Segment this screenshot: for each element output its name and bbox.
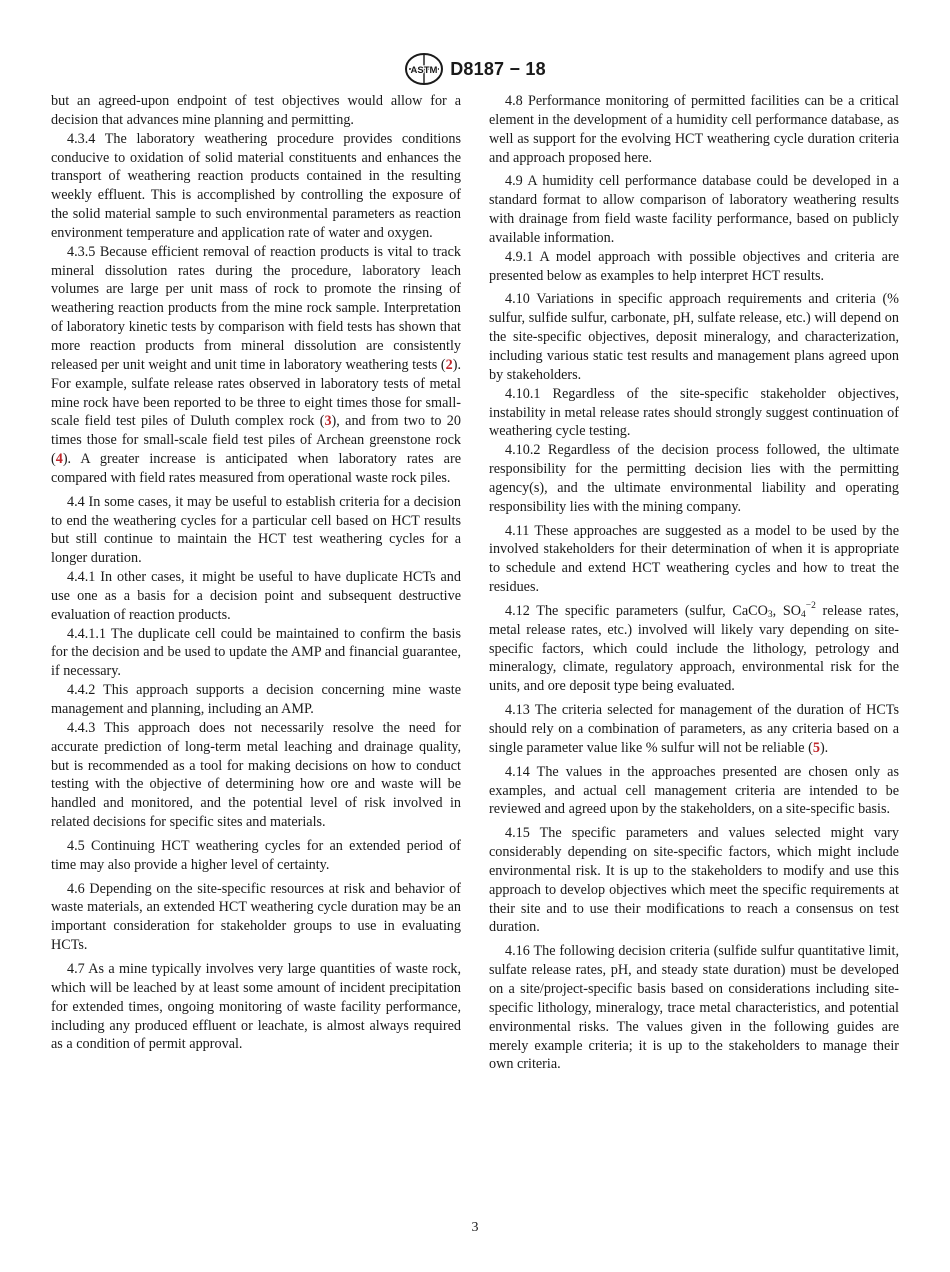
paragraph-4-9: 4.9 A humidity cell performance database could be developed in a standard format to allow comparison of laboratory weathering results with drainage from field waste facility performance, based on publicly available information. — [489, 173, 899, 246]
subscript: 4 — [800, 609, 806, 620]
text-segment: release rates, metal release rates, etc.) involved will likely vary depending on site-specific factors, which could include the lithology, petrology and mineralogy, climate, regulatory approach, environmental risk for the units, and ore deposit type being evaluated. — [489, 602, 899, 695]
paragraph-4-10-2: 4.10.2 Regardless of the decision process followed, the ultimate responsibility for the permitting decision lies with the permitting agency(s), and the ultimate environmental liability and operating responsibility lies with the mining company. — [489, 442, 899, 515]
text-segment: 4.3.5 Because efficient removal of reaction products is vital to track mineral dissolution rates during the procedure, laboratory leach volumes are large per unit mass of rock to promote the rinsing of weathering reaction products from the mine rock sample. Interpretation of laboratory kinetic tests by comparison with field tests has shown that more reaction products from mineral dissolution are consistently released per unit weight and unit time in laboratory weathering tests ( — [51, 243, 461, 373]
paragraph-4-4-1: 4.4.1 In other cases, it might be useful to have duplicate HCTs and use one as a basis for a decision point and subsequent destructive evaluation of reaction products. — [51, 569, 461, 623]
paragraph-4-3-5 — [51, 243, 461, 488]
superscript: −2 — [805, 600, 816, 611]
paragraph-4-14: 4.14 The values in the approaches presented are chosen only as examples, and actual cell management criteria are intended to be reviewed and agreed upon by the stakeholders, on a site-specific basis. — [489, 763, 899, 818]
paragraph-4-16: 4.16 The following decision criteria (sulfide sulfur quantitative limit, sulfate release rates, pH, and steady state duration) must be developed on a site/project-specific basis based on considerations including site-specific lithology, mineralogy, trace metal characteristics, and potential environmental risks. The values given in the following guides are merely example criteria; it is up to the stakeholders to manage their own criteria. — [489, 943, 899, 1073]
left-column — [51, 92, 461, 1054]
paragraph-4-11: 4.11 These approaches are suggested as a model to be used by the involved stakeholders for their determination of when it is appropriate to schedule and extend HCT weathering cycles and how to treat the residues. — [489, 522, 899, 596]
reference-link-4[interactable]: 4 — [55, 451, 63, 468]
reference-link-3[interactable]: 3 — [324, 413, 332, 430]
paragraph-4-9-1: 4.9.1 A model approach with possible objectives and criteria are presented below as examples to help interpret HCT results. — [489, 248, 899, 284]
paragraph-4-4-3: 4.4.3 This approach does not necessarily resolve the need for accurate prediction of long-term metal leaching and drainage quality, but is recommended as a tool for making decisions on how to conduct testing with the objective of determining how ore and waste will be handled and monitored, and the potential level of risk involved in related decisions for specific sites and materials. — [51, 719, 461, 831]
logo-text: ASTM — [410, 65, 438, 76]
text-segment: 4.13 The criteria selected for management of the duration of HCTs should rely on a combination of parameters, as any criteria based on a single parameter value like % sulfur will not be reliable ( — [489, 702, 899, 756]
paragraph-4-13 — [489, 701, 899, 758]
paragraph-4-4-1-1: 4.4.1.1 The duplicate cell could be maintained to confirm the basis for the decision and be used to update the AMP and financial guarantee, if necessary. — [51, 625, 461, 680]
paragraph-4-4: 4.4 In some cases, it may be useful to establish criteria for a decision to end the weathering cycles for a particular cell based on HCT results but still continue to maintain the HCT test weathering cycles for a longer duration. — [51, 493, 461, 567]
paragraph-4-15: 4.15 The specific parameters and values selected might vary considerably depending on site-specific factors, which might include environmental risk. It is up to the stakeholders to modify and use this approach to develop objectives which meet the specific requirements at their site and to use their modifications to reach a consensus on test duration. — [489, 825, 899, 936]
text-segment: 4.12 The specific parameters (sulfur, CaCO — [505, 602, 768, 619]
paragraph-4-12 — [489, 602, 899, 696]
reference-link-2[interactable]: 2 — [445, 356, 453, 373]
astm-logo — [404, 52, 444, 86]
paragraph-4-6: 4.6 Depending on the site-specific resources at risk and behavior of waste materials, an extended HCT weathering cycle duration may be an important consideration for stakeholder groups to use in evaluating HCTs. — [51, 880, 461, 954]
page-number: 3 — [471, 1220, 479, 1235]
paragraph-4-7: 4.7 As a mine typically involves very large quantities of waste rock, which will be leached by at least some amount of incident precipitation for extended times, ongoing monitoring of waste facility performance, including any produced effluent or leachate, is almost always required as a condition of permit approval. — [51, 960, 461, 1053]
text-segment: ), and from two to 20 times those for small-scale field test piles of Archean greenstone rock ( — [51, 413, 461, 468]
text-segment: , SO — [772, 602, 801, 619]
paragraph-4-3-4: 4.3.4 The laboratory weathering procedure provides conditions conducive to oxidation of solid material constituents and enhances the transport of weathering reaction products contained in the resulting weekly effluent. This is accomplished by controlling the exposure of the solid material sample to such environmental parameters as reaction environment temperature and application rate of water and oxygen. — [51, 130, 461, 241]
paragraph-continuation: but an agreed-upon endpoint of test objectives would allow for a decision that advances mine planning and permitting. — [51, 93, 461, 128]
text-segment: ). For example, sulfate release rates observed in laboratory tests of metal mine rock have been reported to be three to eight times those for small-scale field test piles of Duluth complex rock ( — [51, 356, 461, 430]
paragraph-4-10-1: 4.10.1 Regardless of the site-specific stakeholder objectives, instability in metal release rates should strongly suggest continuation of weathering cycle testing. — [489, 385, 899, 440]
page-header — [0, 52, 950, 86]
subscript: 3 — [767, 609, 773, 620]
reference-link-5[interactable]: 5 — [812, 739, 820, 756]
text-segment: ). — [819, 739, 829, 756]
paragraph-4-8: 4.8 Performance monitoring of permitted facilities can be a critical element in the development of a humidity cell performance database, as well as support for the evolving HCT weathering cycle duration criteria and approach proposed here. — [489, 93, 899, 166]
text-segment: ). A greater increase is anticipated when laboratory rates are compared with field rates measured from operational waste rock piles. — [51, 451, 461, 486]
paragraph-4-10: 4.10 Variations in specific approach requirements and criteria (% sulfur, sulfide sulfur, carbonate, pH, sulfate release, etc.) will depend on the site-specific objectives, deposit mineralogy, and characterization, including various static test results and management plans agreed upon by stakeholders. — [489, 291, 899, 383]
paragraph-4-4-2: 4.4.2 This approach supports a decision concerning mine waste management and planning, including an AMP. — [51, 682, 461, 717]
document-designation: D8187 − 18 — [450, 58, 546, 79]
right-column — [489, 92, 899, 1074]
paragraph-4-5: 4.5 Continuing HCT weathering cycles for an extended period of time may also provide a higher level of certainty. — [51, 837, 461, 873]
